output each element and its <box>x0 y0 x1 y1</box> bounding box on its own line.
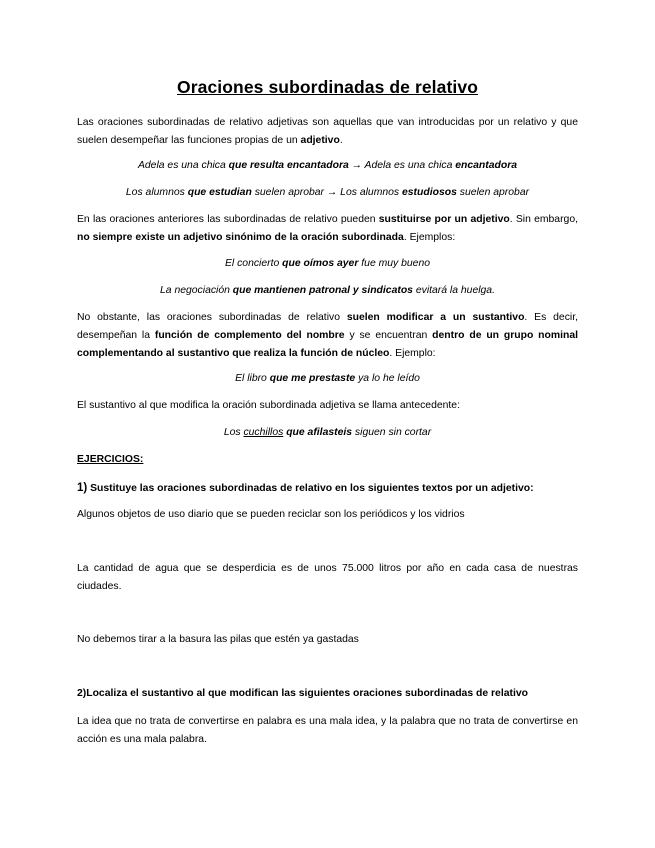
exercises-heading-text: EJERCICIOS: <box>77 454 144 465</box>
text-run: . Ejemplos: <box>403 232 456 243</box>
text-run: El libro <box>235 373 270 384</box>
example-sentence-2 <box>0 184 655 202</box>
question-2 <box>77 685 578 703</box>
bold-run: que mantienen patronal y sindicatos <box>232 285 413 296</box>
text-run: evitará la huelga. <box>412 285 495 296</box>
paragraph-2 <box>77 211 578 247</box>
bold-run: que resulta encantadora <box>228 160 349 171</box>
exercises-heading <box>77 451 578 469</box>
text-run: En las oraciones anteriores las subordinadas de relativo pueden <box>77 214 379 225</box>
exercise-item-3: No debemos tirar a la basura las pilas que estén ya gastadas <box>77 634 359 645</box>
question-number: 1) <box>77 482 88 494</box>
text-run: ya lo he leído <box>355 373 420 384</box>
text-run: Los alumnos <box>125 187 188 198</box>
text-run: La negociación <box>160 285 233 296</box>
bold-run: encantadora <box>455 160 518 171</box>
example-sentence-6 <box>0 424 655 442</box>
text-run: siguen sin cortar <box>352 427 432 438</box>
bold-run: estudiosos <box>402 187 457 198</box>
paragraph-3 <box>77 309 578 363</box>
text-run: Adela es una chica <box>137 160 229 171</box>
text-run: . Es decir, desempeñan la <box>77 312 578 341</box>
example-sentence-3 <box>0 255 655 273</box>
bold-run: que oímos ayer <box>282 258 359 269</box>
text-run: Los <box>223 427 244 438</box>
bold-run: que afilasteis <box>283 427 353 438</box>
text-run: suelen aprobar <box>456 187 530 198</box>
question-text: 2)Localiza el sustantivo al que modifican las siguientes oraciones subordinadas de relativo <box>77 688 528 699</box>
bold-run: adjetivo <box>300 135 340 146</box>
bold-run: dentro de un grupo nominal complementando al sustantivo que realiza la función de núcleo <box>77 330 578 359</box>
exercise-item-1: Algunos objetos de uso diario que se pueden reciclar son los periódicos y los vidrios <box>77 509 465 520</box>
text-run: y se encuentran <box>344 330 433 341</box>
bold-run: función de complemento del nombre <box>154 330 345 341</box>
bold-run: que me prestaste <box>269 373 356 384</box>
bold-run: sustituirse por un adjetivo <box>378 214 510 225</box>
text-run: . Sin embargo, <box>509 214 578 225</box>
text-run: No obstante, las oraciones subordinadas de relativo <box>77 312 347 323</box>
page-title: Oraciones subordinadas de relativo <box>177 77 478 97</box>
text-run: fue muy bueno <box>358 258 431 269</box>
bold-run: suelen modificar a un sustantivo <box>346 312 525 323</box>
exercise-item-2: La cantidad de agua que se desperdicia es de unos 75.000 litros por año en cada casa de nuestras ciudades. <box>77 563 578 592</box>
example-sentence-1 <box>0 157 655 175</box>
bold-run: no siempre existe un adjetivo sinónimo de la oración subordinada <box>77 232 404 243</box>
text-run: . <box>339 135 343 146</box>
question-1 <box>77 479 578 498</box>
antecedent-underlined: cuchillos <box>243 427 284 438</box>
example-sentence-4 <box>0 282 655 300</box>
text-run: . Ejemplo: <box>389 348 436 359</box>
text-run: suelen aprobar → Los alumnos <box>251 187 402 198</box>
paragraph-4: El sustantivo al que modifica la oración subordinada adjetiva se llama antecedente: <box>77 400 460 411</box>
example-sentence-5 <box>0 370 655 388</box>
exercise-item-4: La idea que no trata de convertirse en palabra es una mala idea, y la palabra que no trata de convertirse en acción es una mala palabra. <box>77 716 578 745</box>
text-run: El concierto <box>224 258 283 269</box>
question-text: Sustituye las oraciones subordinadas de relativo en los siguientes textos por un adjetivo: <box>87 483 534 494</box>
bold-run: que estudian <box>187 187 252 198</box>
intro-paragraph <box>77 114 578 150</box>
text-run: → Adela es una chica <box>348 160 456 171</box>
text-run: Las oraciones subordinadas de relativo adjetivas son aquellas que van introducidas por un relativo y que suelen desempeñar las funciones propias de un <box>77 117 578 146</box>
